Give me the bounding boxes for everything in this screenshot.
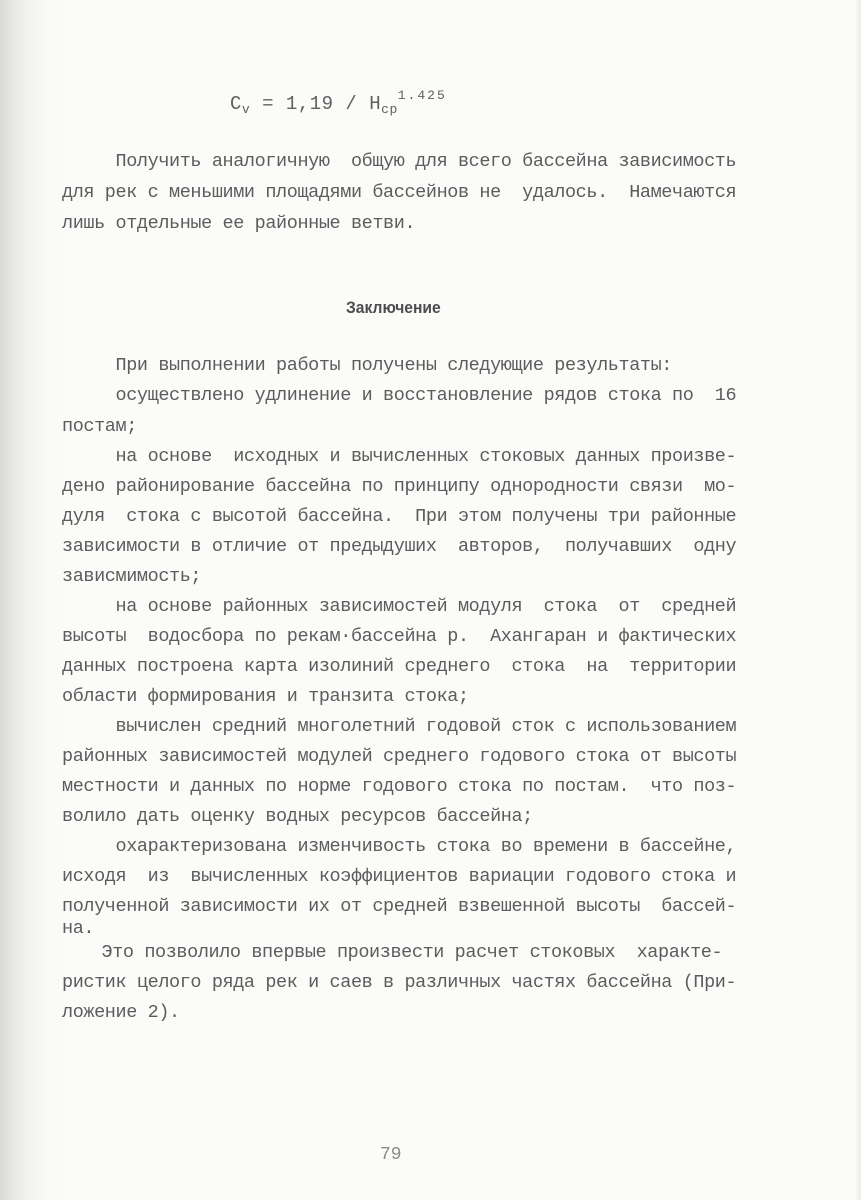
conclusion-line: данных построена карта изолиний среднего стока на территории [62, 656, 737, 677]
conclusion-line: вычислен средний многолетний годовой сток с использованием [62, 716, 737, 737]
conclusion-line: ложение 2). [62, 1002, 180, 1023]
formula-h-subscript: cp [381, 102, 398, 117]
conclusion-line: постам; [62, 416, 137, 437]
conclusion-line: полученной зависимости их от средней взвешенной высоты бассей- [62, 896, 737, 917]
conclusion-line: ристик целого ряда рек и саев в различных частях бассейна (При- [62, 972, 737, 993]
section-heading: Заключение [346, 298, 441, 317]
intro-line: для рек с меньшими площадями бассейнов не удалось. Намечаются [62, 182, 737, 203]
conclusion-line: дено районирование бассейна по принципу однородности связи мо- [62, 476, 737, 497]
conclusion-line: волило дать оценку водных ресурсов бассейна; [62, 806, 533, 827]
formula-lhs: C [230, 93, 242, 115]
conclusion-line: охарактеризована изменчивость стока во времени в бассейне, [62, 836, 737, 857]
conclusion-line: При выполнении работы получены следующие результаты: [62, 355, 673, 376]
conclusion-line: высоты водосбора по рекам·бассейна р. Ахангаран и фактических [62, 626, 737, 647]
cv-formula [230, 88, 447, 117]
formula-exponent: 1.425 [397, 88, 447, 103]
formula-lhs-subscript: v [241, 102, 251, 117]
conclusion-line: области формирования и транзита стока; [62, 686, 469, 707]
conclusion-line: зависмимость; [62, 566, 202, 587]
conclusion-line: зависимости в отличие от предыдуших авторов, получавших одну [62, 536, 737, 557]
page-edge-shadow [855, 0, 861, 1200]
conclusion-line: на. [62, 918, 95, 939]
formula-middle: = 1,19 / H [250, 93, 382, 115]
conclusion-line: на основе исходных и вычисленных стоковых данных произве- [62, 446, 737, 467]
conclusion-line: на основе районных зависимостей модуля стока от средней [62, 596, 737, 617]
conclusion-line: дуля стока с высотой бассейна. При этом получены три районные [62, 506, 737, 527]
conclusion-line: Это позволило впервые произвести расчет стоковых характе- [48, 942, 723, 963]
conclusion-line: местности и данных по норме годового стока по постам. что поз- [62, 776, 737, 797]
intro-line: Получить аналогичную общую для всего бассейна зависимость [62, 151, 737, 172]
intro-line: лишь отдельные ее районные ветви. [62, 213, 416, 234]
conclusion-line: исходя из вычисленных коэффициентов вариации годового стока и [62, 866, 737, 887]
conclusion-line: районных зависимостей модулей среднего годового стока от высоты [62, 746, 737, 767]
conclusion-line: осуществлено удлинение и восстановление рядов стока по 16 [62, 385, 737, 406]
page-number: 79 [380, 1145, 402, 1165]
